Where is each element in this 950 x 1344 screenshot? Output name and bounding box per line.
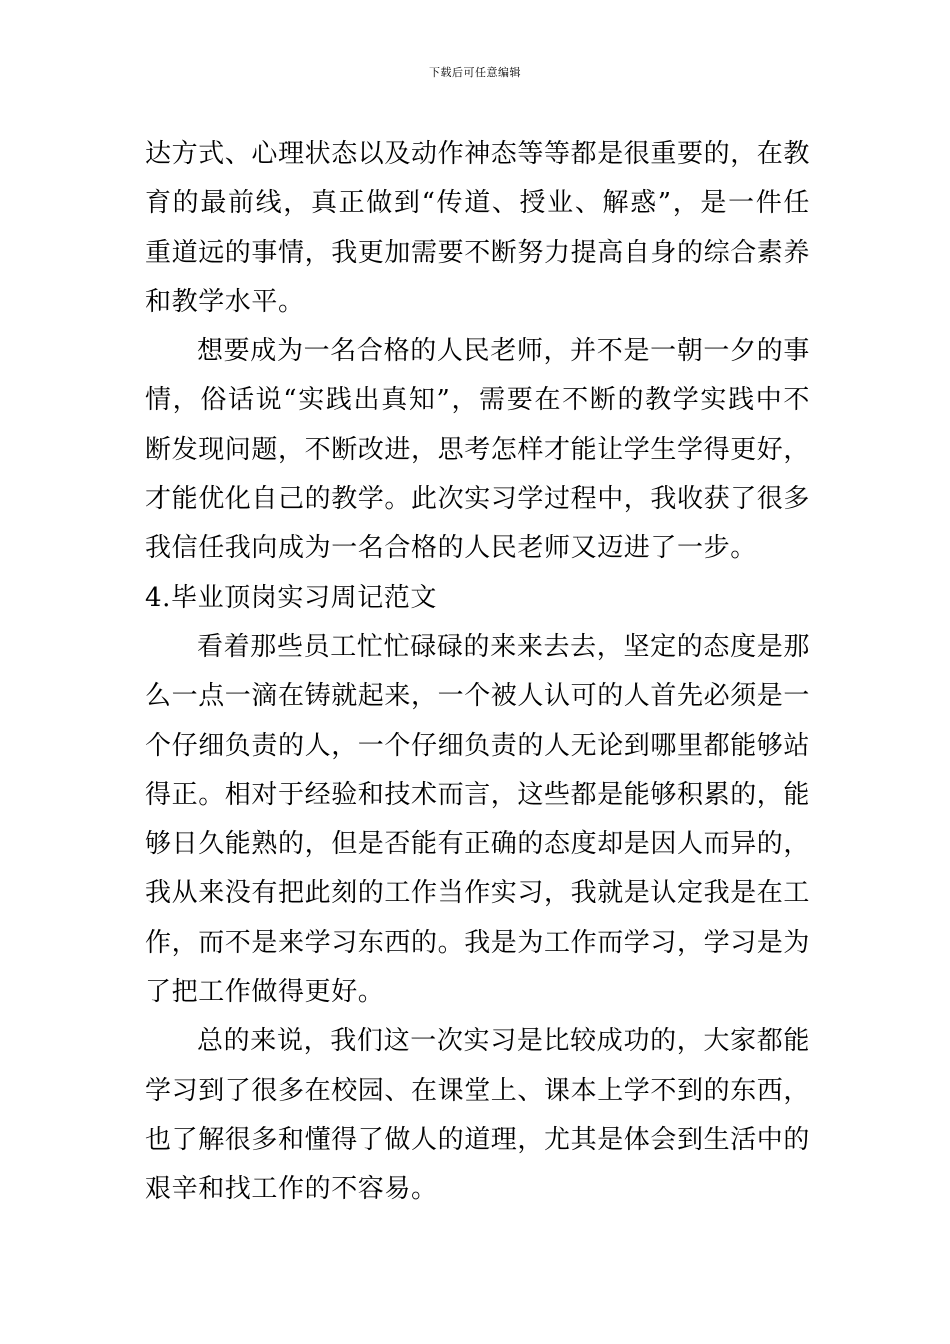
document-body bbox=[145, 130, 810, 1215]
section-heading: 4.毕业顶岗实习周记范文 bbox=[145, 582, 438, 613]
page-header-note: 下载后可任意编辑 bbox=[429, 66, 521, 79]
paragraph: 看着那些员工忙忙碌碌的来来去去，坚定的态度是那么一点一滴在铸就起来，一个被人认可的人首先必须是一个仔细负责的人，一个仔细负责的人无论到哪里都能够站得正。相对于经验和技术而言，这些都是能够积累的，能够日久能熟的，但是否能有正确的态度却是因人而异的，我从来没有把此刻的工作当作实习，我就是认定我是在工作，而不是来学习东西的。我是为工作而学习，学习是为了把工作做得更好。 bbox=[145, 631, 811, 1008]
paragraph-continuation: 达方式、心理状态以及动作神态等等都是很重要的，在教育的最前线，真正做到“传道、授业、解惑”，是一件任重道远的事情，我更加需要不断努力提高自身的综合素养和教学水平。 bbox=[145, 139, 811, 317]
paragraph: 总的来说，我们这一次实习是比较成功的，大家都能学习到了很多在校园、在课堂上、课本上学不到的东西，也了解很多和懂得了做人的道理，尤其是体会到生活中的艰辛和找工作的不容易。 bbox=[145, 1026, 811, 1205]
paragraph: 想要成为一名合格的人民老师，并不是一朝一夕的事情，俗话说“实践出真知”，需要在不断的教学实践中不断发现问题，不断改进，思考怎样才能让学生学得更好，才能优化自己的教学。此次实习学过程中，我收获了很多我信任我向成为一名合格的人民老师又迈进了一步。 bbox=[145, 336, 811, 564]
